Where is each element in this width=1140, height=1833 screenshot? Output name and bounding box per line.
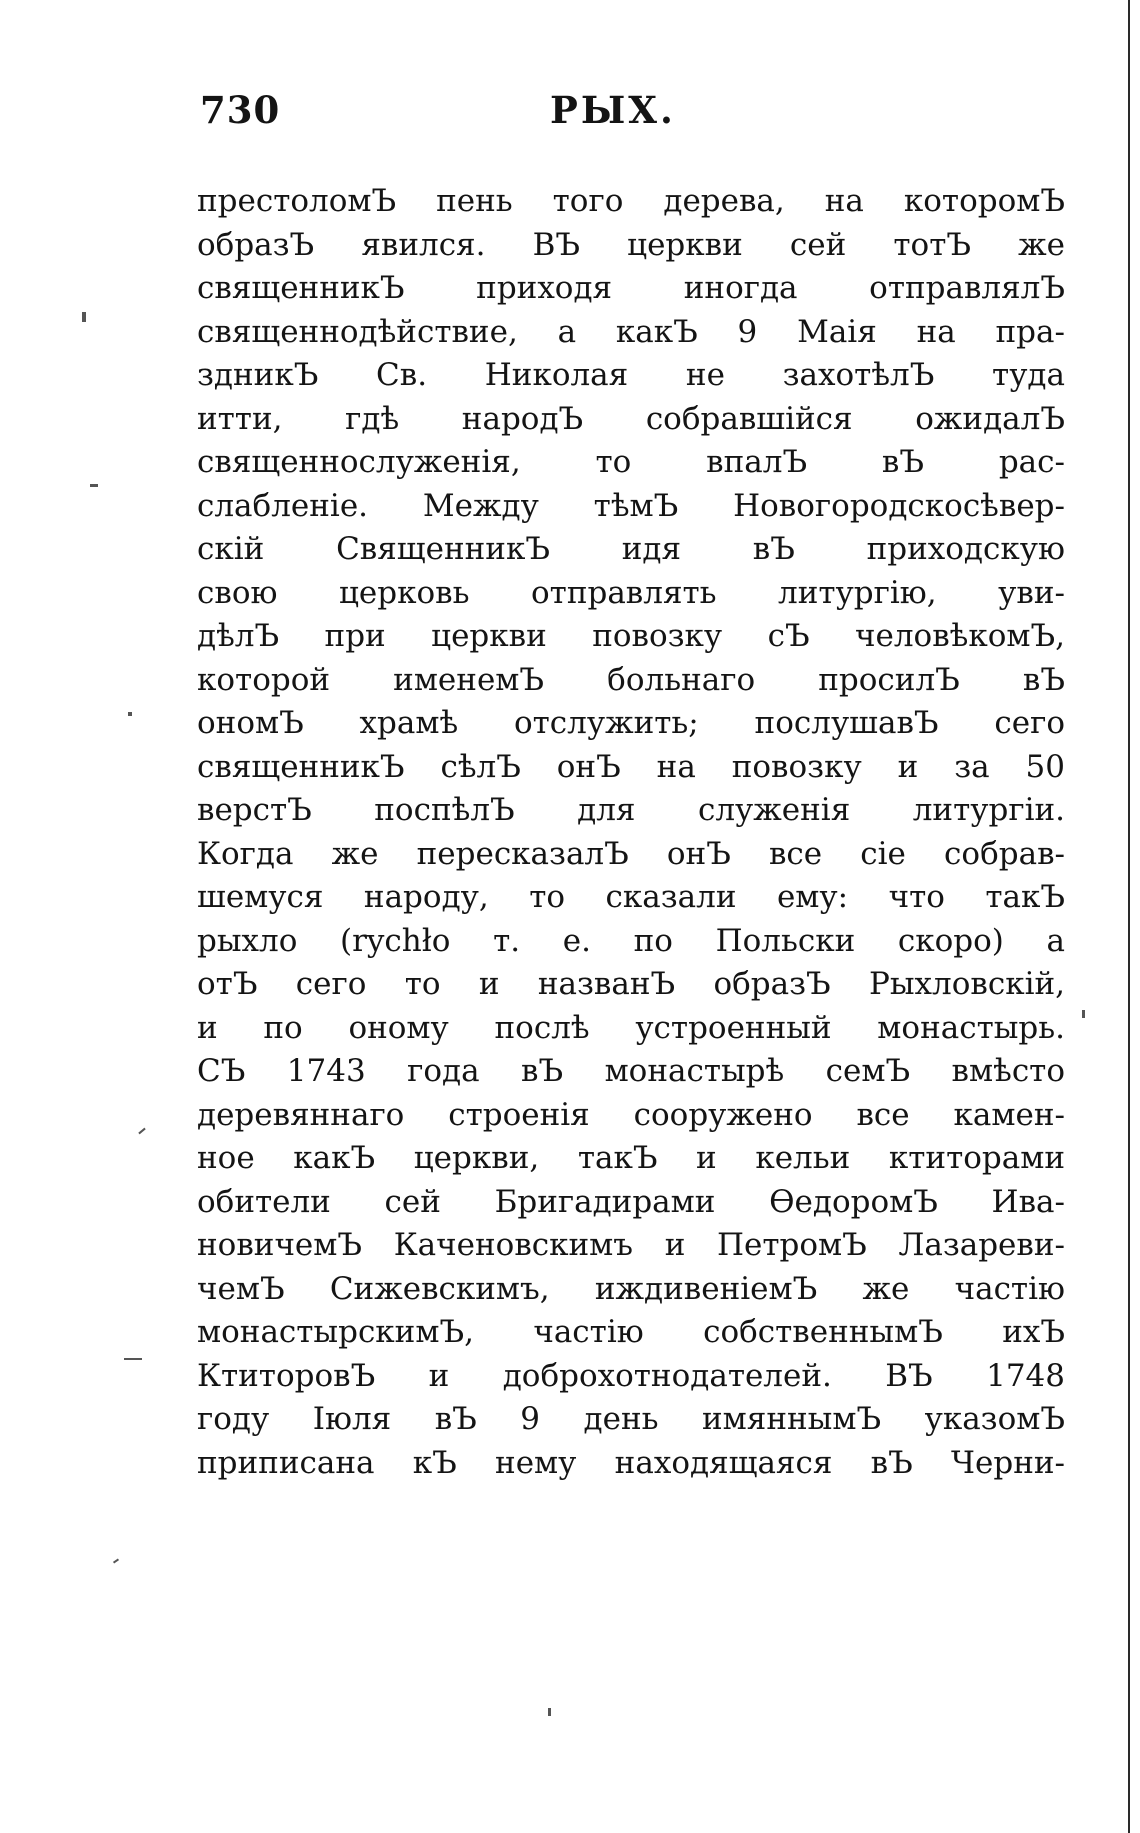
text-line: и по оному послѣ устроенный монастырь. — [197, 1009, 1065, 1046]
page-number: 730 — [200, 88, 281, 132]
text-line: деревяннаго строенія сооружено все камен- — [197, 1096, 1065, 1133]
scan-mark — [138, 1128, 145, 1135]
text-line: обители сей Бригадирами ѲедоромЪ Ива- — [197, 1183, 1065, 1220]
text-line: СЪ 1743 года вЪ монастырѣ семЪ вмѣсто — [197, 1053, 1065, 1089]
text-line: престоломЪ пень того дерева, на которомЪ — [197, 183, 1065, 219]
scan-mark — [90, 484, 98, 487]
text-line: свою церковь отправлять литургію, уви- — [197, 574, 1065, 611]
text-line: дѣлЪ при церкви повозку сЪ человѣкомЪ, — [197, 618, 1065, 654]
text-line: священнослуженія, то впалЪ вЪ рас- — [197, 444, 1065, 480]
text-line: священнодѣйствие, а какЪ 9 Маія на пра- — [197, 313, 1065, 350]
text-line: монастырскимЪ, частію собственнымЪ ихЪ — [197, 1314, 1065, 1350]
text-line: ное какЪ церкви, такЪ и кельи ктиторами — [197, 1140, 1065, 1176]
text-line: ономЪ храмѣ отслужить; послушавЪ сего — [197, 705, 1065, 741]
page-header — [200, 88, 1100, 148]
scan-mark — [128, 712, 132, 716]
running-head: РЫХ. — [550, 88, 676, 132]
text-line: священникЪ приходя иногда отправлялЪ — [197, 270, 1065, 306]
text-line: верстЪ поспѣлЪ для служенія литургіи. — [197, 792, 1065, 828]
text-line: здникЪ Св. Николая не захотѣлЪ туда — [197, 357, 1065, 393]
body-text — [197, 180, 1065, 1485]
text-line: шемуся народу, то сказали ему: что такЪ — [197, 879, 1065, 915]
text-line: образЪ явился. ВЪ церкви сей тотЪ же — [197, 226, 1065, 263]
text-line: итти, гдѣ народЪ собравшійся ожидалЪ — [197, 400, 1065, 437]
scan-mark — [1082, 1010, 1085, 1018]
scan-mark — [124, 1358, 142, 1360]
text-line: которой именемЪ больнаго просилЪ вЪ — [197, 661, 1065, 698]
text-line: слабленіе. Между тѣмЪ Новогородскосѣвер- — [197, 487, 1065, 524]
text-line: приписана кЪ нему находящаяся вЪ Черни- — [197, 1444, 1065, 1481]
text-line: отЪ сего то и названЪ образЪ Рыхловскій, — [197, 966, 1065, 1002]
text-line: году Іюля вЪ 9 день имяннымЪ указомЪ — [197, 1401, 1065, 1437]
text-line: священникЪ сѣлЪ онЪ на повозку и за 50 — [197, 748, 1065, 785]
scan-mark — [113, 1558, 119, 1563]
text-line: Когда же пересказалЪ онЪ все сіе собрав- — [197, 835, 1065, 872]
page-edge-rule — [1128, 0, 1130, 1833]
text-line: КтиторовЪ и доброхотнодателей. ВЪ 1748 — [197, 1357, 1065, 1394]
text-line: рыхло (rychło т. е. по Польски скоро) а — [197, 922, 1065, 959]
text-line: новичемЪ Каченовскимъ и ПетромЪ Лазареви- — [197, 1227, 1065, 1263]
scan-mark — [82, 312, 86, 322]
text-line: скій СвященникЪ идя вЪ приходскую — [197, 531, 1065, 567]
text-line: чемЪ Сижевскимъ, иждивеніемЪ же частію — [197, 1270, 1065, 1307]
scan-mark — [548, 1708, 551, 1716]
